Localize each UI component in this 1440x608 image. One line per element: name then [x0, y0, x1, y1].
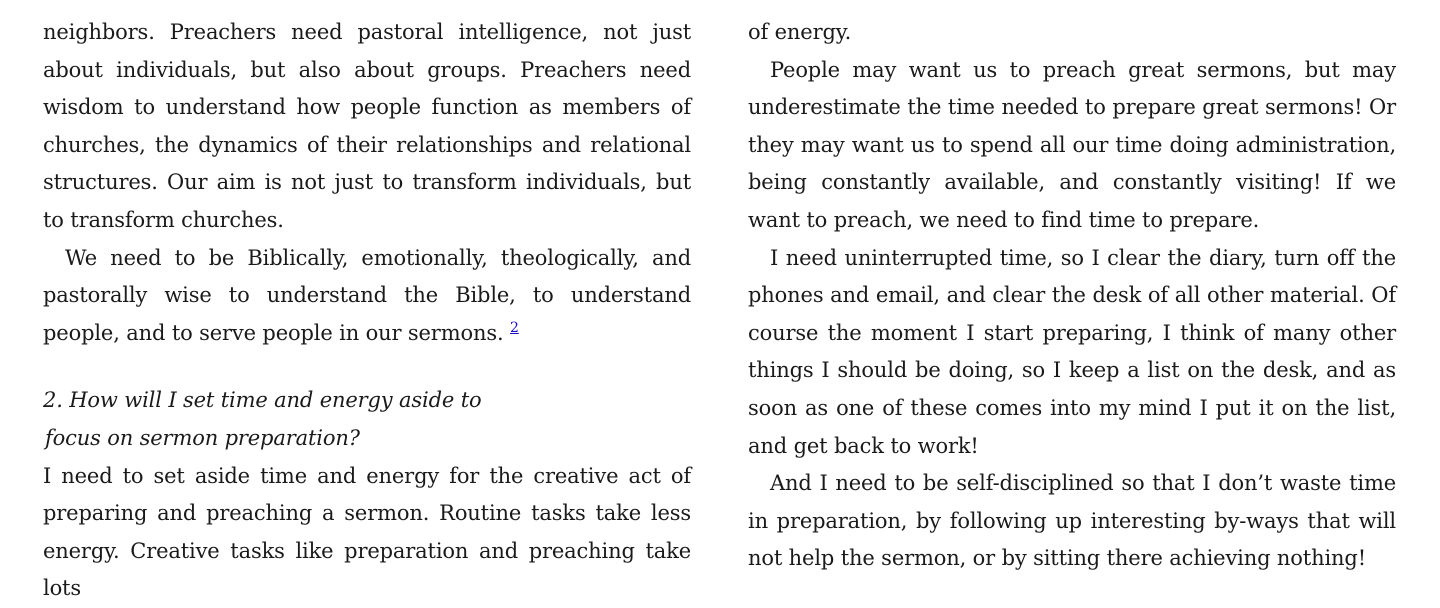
- section-heading: [43, 382, 691, 457]
- left-paragraph-3: I need to set aside time and energy for the creative act of preparing and preaching a sermon. Routine tasks take less energy. Creative tasks like preparation and preaching take lots: [43, 463, 691, 601]
- right-paragraph-2: People may want us to preach great sermons, but may underestimate the time needed to prepare great sermons! Or they may want us to spend all our time doing administration, being constantly available, and constantly visiting! If we want to preach, we need to find time to prepare.: [748, 57, 1396, 232]
- section-heading-line-1: 2. How will I set time and energy aside to: [43, 388, 482, 413]
- left-paragraph-2: [43, 240, 691, 353]
- left-column: [43, 14, 691, 608]
- footnote-link[interactable]: 2: [510, 319, 519, 336]
- left-paragraph-2-text: We need to be Biblically, emotionally, theologically, and pastorally wise to understand the Bible, to understand people, and to serve people in our sermons.: [43, 245, 691, 345]
- right-paragraph-4: And I need to be self-disciplined so that I don’t waste time in preparation, by following up interesting by-ways that will not help the sermon, or by sitting there achieving nothing!: [748, 471, 1396, 571]
- right-paragraph-3: I need uninterrupted time, so I clear the diary, turn off the phones and email, and clear the desk of all other material. Of course the moment I start preparing, I think of many other things I should be doing, so I keep a list on the desk, and as soon as one of these comes into my mind I put it on the list, and get back to work!: [748, 245, 1396, 458]
- right-paragraph-1: of energy.: [748, 20, 852, 44]
- left-paragraph-1: neighbors. Preachers need pastoral intelligence, not just about individuals, but also about groups. Preachers need wisdom to understand how people function as members of churches, the dynamics of their relationships and relational structures. Our aim is not just to transform individuals, but to transform churches.: [43, 20, 691, 232]
- right-column: [748, 14, 1396, 578]
- section-heading-line-2: focus on sermon preparation?: [45, 425, 360, 450]
